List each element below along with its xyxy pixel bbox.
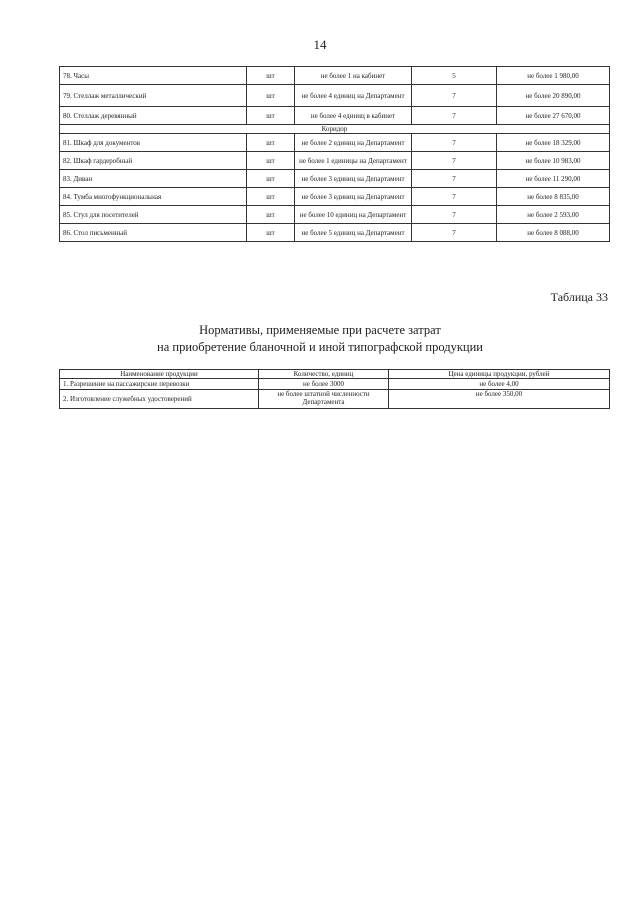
table-row: [60, 188, 610, 206]
product-name: 2. Изготовление служебных удостоверений: [60, 390, 259, 409]
item-name: 79. Стеллаж металлический: [60, 85, 247, 107]
item-service-life: 5: [412, 67, 497, 85]
column-header-name: Наименование продукции: [60, 370, 259, 379]
item-unit: шт: [247, 134, 295, 152]
item-service-life: 7: [412, 107, 497, 125]
item-unit: шт: [247, 224, 295, 242]
table-row: [60, 67, 610, 85]
item-name: 86. Стол письменный: [60, 224, 247, 242]
table-row: [60, 206, 610, 224]
item-name: 80. Стеллаж деревянный: [60, 107, 247, 125]
item-service-life: 7: [412, 170, 497, 188]
item-service-life: 7: [412, 152, 497, 170]
item-quantity: не более 3 единиц на Департамент: [295, 188, 412, 206]
item-name: 83. Диван: [60, 170, 247, 188]
table-title-line: Нормативы, применяемые при расчете затрат: [199, 323, 441, 337]
item-price: не более 2 593,00: [497, 206, 610, 224]
product-price: не более 350,00: [389, 390, 610, 409]
item-name: 81. Шкаф для документов: [60, 134, 247, 152]
item-unit: шт: [247, 152, 295, 170]
item-price: не более 11 290,00: [497, 170, 610, 188]
page-number: 14: [313, 37, 327, 52]
item-quantity: не более 10 единиц на Департамент: [295, 206, 412, 224]
item-price: не более 8 088,00: [497, 224, 610, 242]
column-header-quantity: Количество, единиц: [259, 370, 389, 379]
item-unit: шт: [247, 206, 295, 224]
item-name: 85. Стул для посетителей: [60, 206, 247, 224]
section-heading: Коридор: [60, 125, 610, 134]
furniture-norms-table: [59, 66, 610, 242]
item-unit: шт: [247, 107, 295, 125]
table-row: [60, 152, 610, 170]
section-row: [60, 125, 610, 134]
item-quantity: не более 4 единиц на Департамент: [295, 85, 412, 107]
item-unit: шт: [247, 67, 295, 85]
item-quantity: не более 5 единиц на Департамент: [295, 224, 412, 242]
table-header-row: [60, 370, 610, 379]
product-price: не более 4,00: [389, 379, 610, 390]
item-service-life: 7: [412, 188, 497, 206]
item-unit: шт: [247, 85, 295, 107]
item-unit: шт: [247, 188, 295, 206]
item-quantity: не более 2 единиц на Департамент: [295, 134, 412, 152]
item-price: не более 1 980,00: [497, 67, 610, 85]
table-label: Таблица 33: [550, 290, 608, 304]
table-row: [60, 379, 610, 390]
item-unit: шт: [247, 170, 295, 188]
table-row: [60, 107, 610, 125]
item-price: не более 10 983,00: [497, 152, 610, 170]
item-price: не более 27 670,00: [497, 107, 610, 125]
item-price: не более 8 835,00: [497, 188, 610, 206]
table-row: [60, 170, 610, 188]
item-service-life: 7: [412, 85, 497, 107]
table-title: [0, 322, 640, 356]
table-row: [60, 224, 610, 242]
product-quantity: не более штатной численности Департамента: [259, 390, 389, 409]
table-row: [60, 85, 610, 107]
item-price: не более 20 890,00: [497, 85, 610, 107]
item-quantity: не более 4 единиц в кабинет: [295, 107, 412, 125]
item-name: 84. Тумба многофункциональная: [60, 188, 247, 206]
item-name: 78. Часы: [60, 67, 247, 85]
item-quantity: не более 3 единиц на Департамент: [295, 170, 412, 188]
product-name: 1. Разрешение на пассажирские перевозки: [60, 379, 259, 390]
product-quantity: не более 3000: [259, 379, 389, 390]
printing-norms-table: [59, 369, 610, 409]
table-title-line: на приобретение бланочной и иной типографской продукции: [157, 340, 483, 354]
item-service-life: 7: [412, 206, 497, 224]
item-name: 82. Шкаф гардеробный: [60, 152, 247, 170]
table-row: [60, 134, 610, 152]
column-header-price: Цена единицы продукции, рублей: [389, 370, 610, 379]
item-price: не более 18 329,00: [497, 134, 610, 152]
table-row: [60, 390, 610, 409]
item-quantity: не более 1 единицы на Департамент: [295, 152, 412, 170]
item-service-life: 7: [412, 224, 497, 242]
item-service-life: 7: [412, 134, 497, 152]
item-quantity: не более 1 на кабинет: [295, 67, 412, 85]
